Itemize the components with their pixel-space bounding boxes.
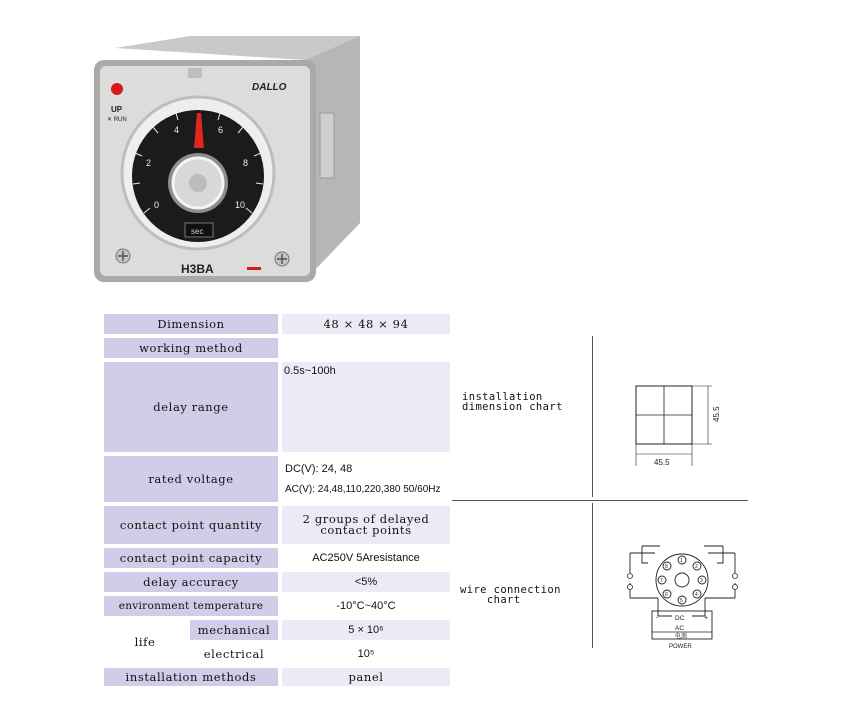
spec-value-working-method bbox=[281, 337, 451, 359]
spec-value-delay-accuracy: <5% bbox=[281, 571, 451, 593]
dial-number-6: 6 bbox=[218, 125, 224, 135]
spec-value-dimension: 48 × 48 × 94 bbox=[281, 313, 451, 335]
dial-number-10: 10 bbox=[235, 200, 246, 210]
spec-value-contact-capacity: AC250V 5Aresistance bbox=[281, 547, 451, 569]
spec-label-life-mechanical: mechanical bbox=[189, 619, 279, 641]
spec-label-installation-methods: installation methods bbox=[103, 667, 279, 687]
pin-number-5: 5 bbox=[680, 598, 683, 604]
led-indicator bbox=[111, 83, 123, 95]
product-photo bbox=[80, 18, 380, 293]
top-clip bbox=[188, 68, 202, 78]
pin-number-8: 8 bbox=[665, 564, 668, 570]
brand-logo: DALLO bbox=[252, 82, 287, 93]
installation-chart-label: installation dimension chart bbox=[462, 391, 563, 413]
spec-label-delay-accuracy: delay accuracy bbox=[103, 571, 279, 593]
led-label: UP bbox=[111, 105, 123, 114]
pin-number-2: 2 bbox=[695, 564, 698, 570]
ac-label: AC bbox=[675, 625, 685, 632]
power-cn-label: 电源 bbox=[675, 633, 688, 640]
spec-label-life-electrical: electrical bbox=[189, 643, 279, 665]
pin-number-4: 4 bbox=[695, 592, 698, 598]
spec-label-contact-capacity: contact point capacity bbox=[103, 547, 279, 569]
spec-label-life: life bbox=[103, 619, 187, 665]
dial-number-8: 8 bbox=[243, 158, 249, 168]
height-dimension: 45.5 bbox=[712, 406, 721, 422]
power-label: POWER bbox=[669, 644, 692, 650]
pin-number-3: 3 bbox=[700, 578, 703, 584]
wiring-chart-label: wire connection chart bbox=[460, 584, 561, 606]
dc-label: DC bbox=[675, 615, 685, 622]
unit-label: sec bbox=[191, 227, 204, 236]
spec-label-environment-temperature: environment temperature bbox=[103, 595, 279, 617]
side-label bbox=[320, 113, 334, 178]
run-label: ✕ RUN bbox=[107, 117, 127, 123]
spec-label-rated-voltage: rated voltage bbox=[103, 455, 279, 503]
width-dimension: 45.5 bbox=[654, 458, 670, 467]
rated-voltage-ac: AC(V): 24,48,110,220,380 50/60Hz bbox=[285, 484, 441, 495]
panel-divider-lower bbox=[592, 503, 593, 648]
spec-label-dimension: Dimension bbox=[103, 313, 279, 335]
rated-voltage-dc: DC(V): 24, 48 bbox=[285, 463, 353, 475]
spec-value-rated-voltage bbox=[281, 455, 451, 503]
spec-value-installation-methods: panel bbox=[281, 667, 451, 687]
dial-number-4: 4 bbox=[174, 125, 180, 135]
wire-connection-chart bbox=[620, 538, 745, 653]
dc-minus: - bbox=[656, 615, 659, 622]
dc-plus: + bbox=[704, 615, 709, 622]
dial-number-2: 2 bbox=[146, 158, 152, 168]
spec-value-environment-temperature: -10°C~40°C bbox=[281, 595, 451, 617]
spec-value-contact-quantity: 2 groups of delayed contact points bbox=[281, 505, 451, 545]
spec-value-life-mechanical: 5 × 10⁶ bbox=[281, 619, 451, 641]
pin-number-6: 6 bbox=[665, 592, 668, 598]
pin-number-1: 1 bbox=[680, 558, 683, 564]
panel-divider-upper bbox=[592, 336, 593, 497]
spec-label-working-method: working method bbox=[103, 337, 279, 359]
knob-center bbox=[189, 174, 207, 192]
spec-value-delay-range: 0.5s~100h bbox=[281, 361, 451, 453]
spec-label-contact-quantity: contact point quantity bbox=[103, 505, 279, 545]
model-label: H3BA bbox=[181, 262, 214, 276]
installation-dimension-chart bbox=[626, 376, 726, 471]
spec-table bbox=[103, 313, 451, 687]
model-mark bbox=[247, 267, 261, 270]
panel-divider-horizontal bbox=[452, 500, 748, 501]
dial-number-0: 0 bbox=[154, 200, 160, 210]
spec-label-delay-range: delay range bbox=[103, 361, 279, 453]
spec-value-life-electrical: 10⁵ bbox=[281, 643, 451, 665]
pin-number-7: 7 bbox=[660, 578, 663, 584]
